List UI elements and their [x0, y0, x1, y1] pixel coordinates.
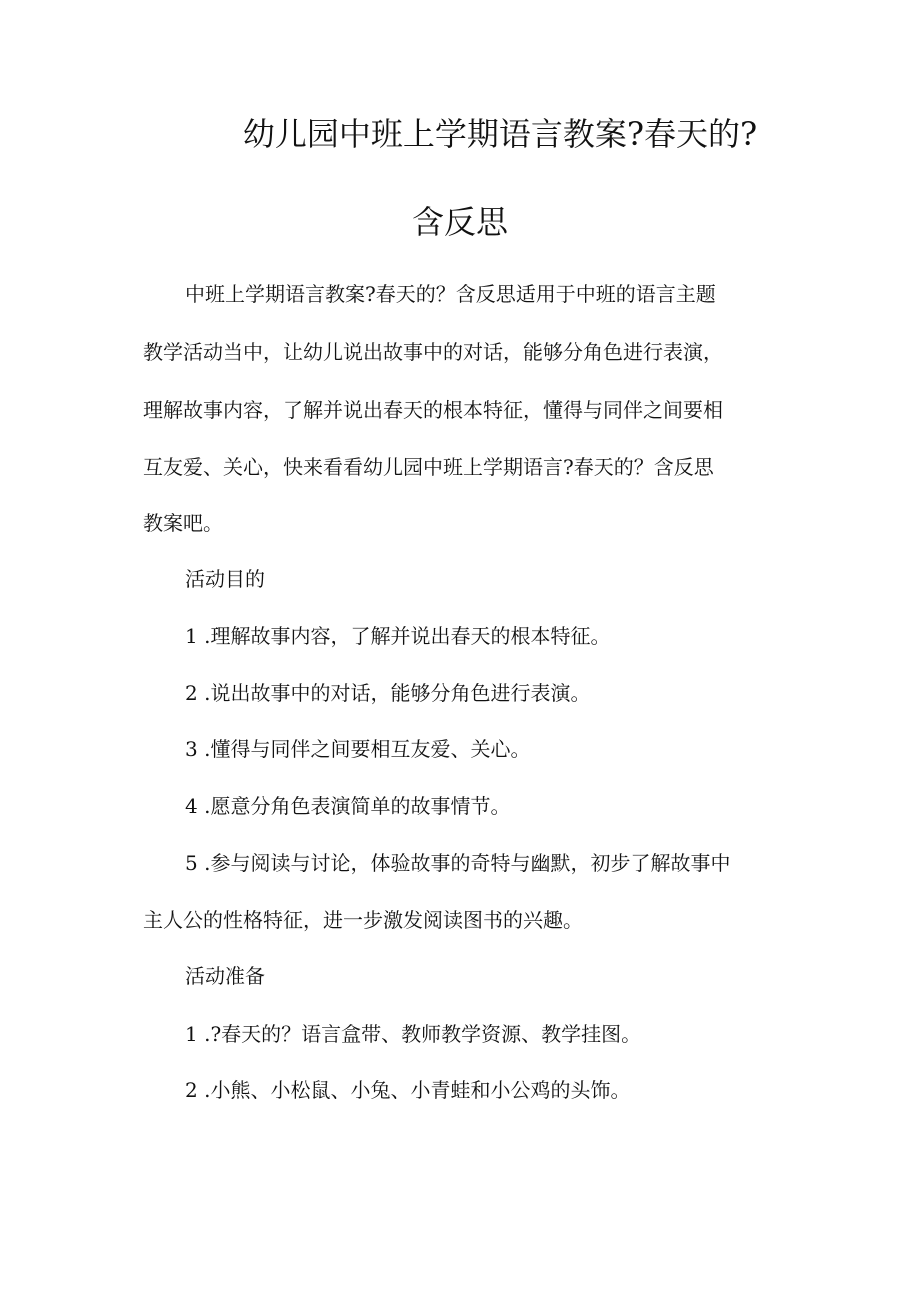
goal-item-5: 5 .参与阅读与讨论，体验故事的奇特与幽默，初步了解故事中: [185, 851, 731, 875]
goal-item-1: 1 .理解故事内容，了解并说出春天的根本特征。: [185, 624, 611, 648]
document-title-line-1: 幼儿园中班上学期语言教案?春天的?: [242, 115, 758, 153]
intro-line-2: 教学活动当中，让幼儿说出故事中的对话，能够分角色进行表演，: [143, 340, 723, 364]
intro-line-3: 理解故事内容，了解并说出春天的根本特征，懂得与同伴之间要相: [143, 398, 723, 422]
intro-line-1: 中班上学期语言教案?春天的？含反思适用于中班的语言主题: [185, 282, 716, 306]
section-heading-goals: 活动目的: [185, 567, 265, 591]
intro-line-5: 教案吧。: [143, 511, 223, 535]
intro-line-4: 互友爱、关心，快来看看幼儿园中班上学期语言?春天的？含反思: [143, 455, 714, 479]
goal-item-2: 2 .说出故事中的对话，能够分角色进行表演。: [185, 681, 591, 705]
goal-item-3: 3 .懂得与同伴之间要相互友爱、关心。: [185, 737, 531, 761]
document-title-line-2: 含反思: [411, 203, 508, 241]
prep-item-1: 1 .?春天的？语言盒带、教师教学资源、教学挂图。: [185, 1022, 642, 1046]
prep-item-2: 2 .小熊、小松鼠、小兔、小青蛙和小公鸡的头饰。: [185, 1078, 631, 1102]
goal-item-4: 4 .愿意分角色表演简单的故事情节。: [185, 794, 511, 818]
goal-item-5-continued: 主人公的性格特征，进一步激发阅读图书的兴趣。: [143, 908, 583, 932]
section-heading-preparation: 活动准备: [185, 964, 265, 988]
